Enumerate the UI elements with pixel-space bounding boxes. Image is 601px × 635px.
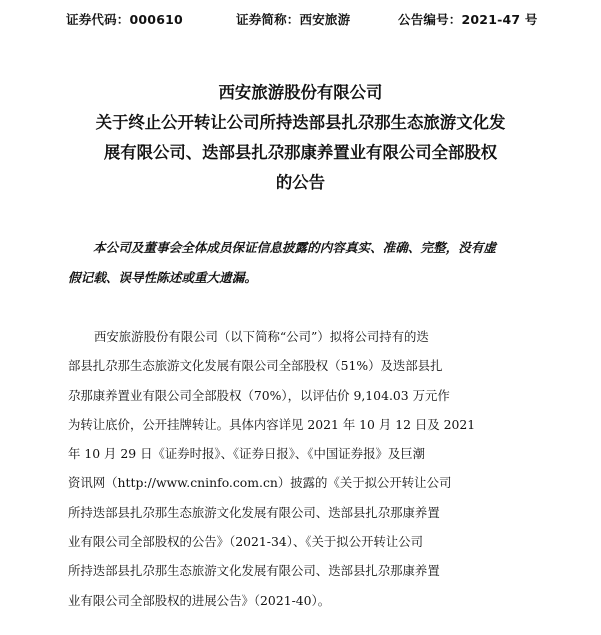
body-line: 尕那康养置业有限公司全部股权（70%），以评估价 9,104.03 万元作 bbox=[68, 387, 450, 403]
title-line-1: 西安旅游股份有限公司 bbox=[218, 83, 383, 102]
board-declaration bbox=[68, 233, 538, 293]
declaration-line-2: 假记载、误导性陈述或重大遗漏。 bbox=[68, 270, 257, 285]
title-line-3: 展有限公司、迭部县扎尕那康养置业有限公司全部股权 bbox=[103, 143, 498, 162]
body-line: 部县扎尕那生态旅游文化发展有限公司全部股权（51%）及迭部县扎 bbox=[68, 358, 443, 374]
notice-number: 公告编号：2021-47 号 bbox=[398, 12, 538, 27]
declaration-line-1: 本公司及董事会全体成员保证信息披露的内容真实、准确、完整，没有虚 bbox=[93, 240, 496, 255]
body-line: 所持迭部县扎尕那生态旅游文化发展有限公司、迭部县扎尕那康养置 bbox=[68, 504, 440, 520]
body-line: 业有限公司全部股权的公告》（2021-34）、《关于拟公开转让公司 bbox=[68, 534, 424, 550]
body-line: 业有限公司全部股权的进展公告》（2021-40）。 bbox=[68, 592, 331, 608]
body-line: 年 10 月 29 日《证券时报》、《证券日报》、《中国证券报》及巨潮 bbox=[68, 446, 426, 462]
document-title bbox=[0, 78, 601, 198]
title-line-4: 的公告 bbox=[275, 173, 326, 192]
body-line: 为转让底价，公开挂牌转让。具体内容详见 2021 年 10 月 12 日及 2021 bbox=[68, 416, 476, 432]
document-header bbox=[0, 10, 601, 32]
body-line: 西安旅游股份有限公司（以下简称“公司”）拟将公司持有的迭 bbox=[94, 329, 429, 344]
stock-short-name: 证券简称：西安旅游 bbox=[236, 12, 351, 27]
body-paragraph bbox=[68, 322, 538, 615]
title-line-2: 关于终止公开转让公司所持迭部县扎尕那生态旅游文化发 bbox=[95, 113, 506, 132]
stock-code: 证券代码：000610 bbox=[66, 12, 183, 27]
body-line: 资讯网（http://www.cninfo.com.cn）披露的《关于拟公开转让公司 bbox=[68, 475, 452, 491]
body-line: 所持迭部县扎尕那生态旅游文化发展有限公司、迭部县扎尕那康养置 bbox=[68, 563, 440, 579]
